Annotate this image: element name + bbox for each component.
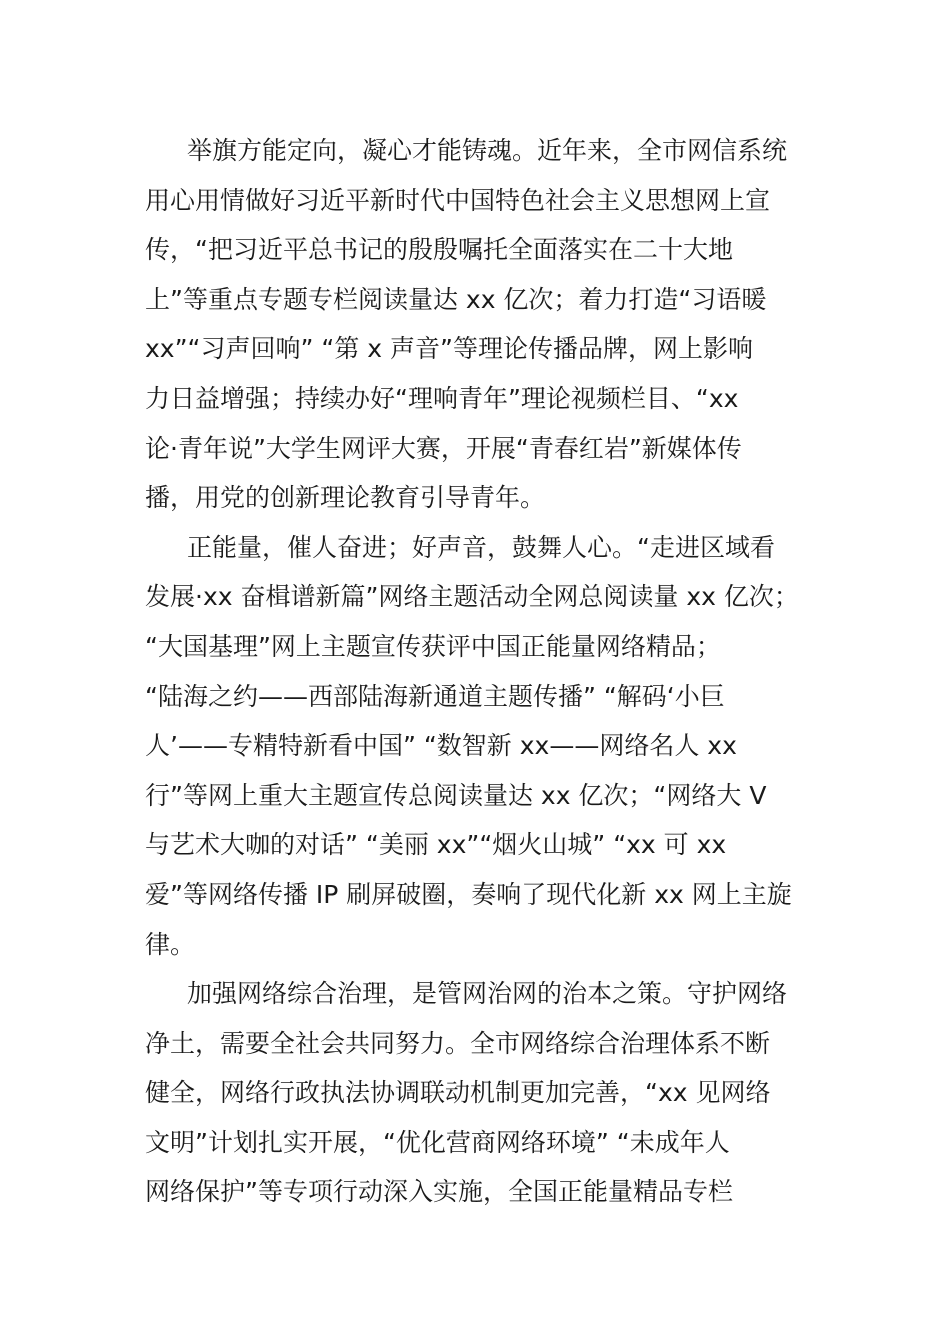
text-line: 用心用情做好习近平新时代中国特色社会主义思想网上宣 <box>145 185 771 215</box>
text-line: 人’——专精特新看中国” “数智新 xx——网络名人 xx <box>145 731 737 761</box>
text-line: 健全，网络行政执法协调联动机制更加完善，“xx 见网络 <box>145 1078 771 1108</box>
text-line: 力日益增强；持续办好“理响青年”理论视频栏目、“xx <box>145 383 739 413</box>
paragraph-1 <box>145 126 810 523</box>
paragraph-2 <box>145 523 810 969</box>
text-line: 传，“把习近平总书记的殷殷嘱托全面落实在二十大地 <box>145 235 733 265</box>
text-line: 净土，需要全社会共同努力。全市网络综合治理体系不断 <box>145 1028 771 1058</box>
text-line: “大国基理”网上主题宣传获评中国正能量网络精品； <box>145 631 721 661</box>
text-line: “陆海之约——西部陆海新通道主题传播” “解码‘小巨 <box>145 681 725 711</box>
text-line: 与艺术大咖的对话” “美丽 xx”“烟火山城” “xx 可 xx <box>145 830 727 860</box>
text-line: 正能量，催人奋进；好声音，鼓舞人心。“走进区域看 <box>187 532 775 562</box>
paragraph-3 <box>145 969 810 1217</box>
document-body <box>145 126 810 1217</box>
text-line: 文明”计划扎实开展，“优化营商网络环境” “未成年人 <box>145 1127 730 1157</box>
text-line: 播，用党的创新理论教育引导青年。 <box>145 483 546 513</box>
text-line: 网络保护”等专项行动深入实施，全国正能量精品专栏 <box>145 1177 733 1207</box>
text-line: 爱”等网络传播 IP 刷屏破圈，奏响了现代化新 xx 网上主旋 <box>145 879 792 909</box>
text-line: 律。 <box>145 929 196 959</box>
text-line: 加强网络综合治理，是管网治网的治本之策。守护网络 <box>187 979 788 1009</box>
text-line: 行”等网上重大主题宣传总阅读量达 xx 亿次；“网络大 V <box>145 780 767 810</box>
text-line: 上”等重点专题专栏阅读量达 xx 亿次；着力打造“习语暖 <box>145 284 767 314</box>
text-line: 论·青年说”大学生网评大赛，开展“青春红岩”新媒体传 <box>145 433 742 463</box>
text-line: xx”“习声回响” “第 x 声音”等理论传播品牌，网上影响 <box>145 334 753 364</box>
text-line: 发展·xx 奋楫谱新篇”网络主题活动全网总阅读量 xx 亿次； <box>145 582 799 612</box>
text-line: 举旗方能定向，凝心才能铸魂。近年来，全市网信系统 <box>187 136 788 165</box>
